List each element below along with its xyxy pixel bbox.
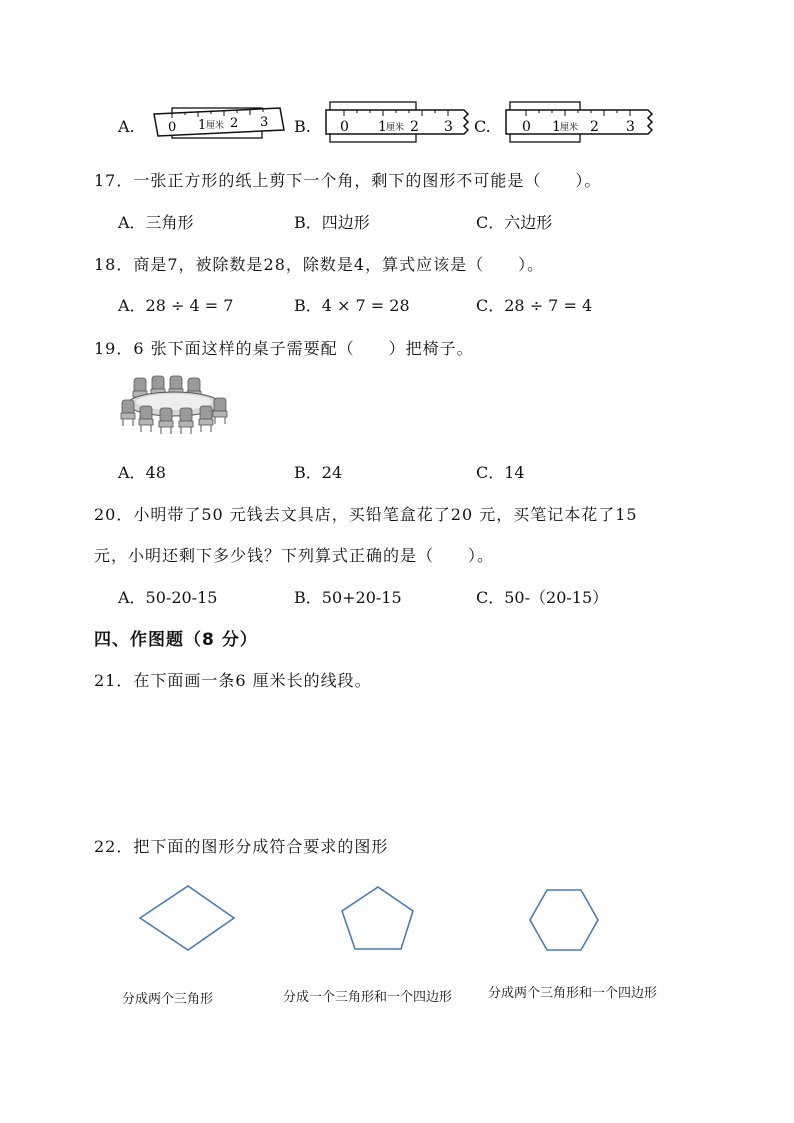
table-with-chairs-image [118, 374, 232, 436]
ruler-unit: 厘米 [206, 121, 225, 131]
question-20-line-1: 20．小明带了50 元钱去文具店，买铅笔盒花了20 元，买笔记本花了15 [94, 505, 638, 524]
q17-option-a[interactable]: A．三角形 [118, 213, 194, 232]
q16-option-a-ruler [150, 104, 288, 144]
pentagon-outline [342, 887, 413, 949]
ruler-tick-2: 2 [590, 119, 599, 135]
ruler-unit: 厘米 [560, 123, 579, 133]
rhombus-shape[interactable] [136, 880, 240, 956]
ruler-tick-1: 1 [552, 119, 561, 135]
q19-option-a[interactable]: A．48 [118, 463, 166, 482]
q19-option-b[interactable]: B．24 [294, 463, 343, 482]
q17-option-c[interactable]: C．六边形 [476, 213, 553, 232]
ruler-tick-2: 2 [410, 119, 419, 135]
ruler-unit: 厘米 [386, 123, 405, 133]
ruler-tick-0: 0 [340, 119, 349, 135]
hexagon-shape[interactable] [526, 884, 604, 956]
q16-option-a-label: A. [118, 117, 135, 136]
q18-option-a[interactable]: A．28 ÷ 4 = 7 [118, 296, 234, 315]
q16-option-c-ruler [504, 100, 660, 146]
question-21: 21．在下面画一条6 厘米长的线段。 [94, 671, 372, 690]
caption-hexagon: 分成两个三角形和一个四边形 [488, 986, 658, 1001]
q20-option-b[interactable]: B．50+20-15 [294, 588, 402, 607]
ruler-tick-0: 0 [522, 119, 531, 135]
rhombus-outline [140, 886, 234, 950]
q18-option-c[interactable]: C．28 ÷ 7 = 4 [476, 296, 593, 315]
q17-option-b[interactable]: B．四边形 [294, 213, 370, 232]
ruler-tick-3: 3 [260, 115, 269, 130]
q20-option-c[interactable]: C．50-（20-15） [476, 588, 609, 607]
ruler-tick-2: 2 [230, 116, 239, 131]
ruler-tick-1: 1 [198, 118, 207, 133]
question-22: 22．把下面的图形分成符合要求的图形 [94, 837, 389, 856]
caption-pentagon: 分成一个三角形和一个四边形 [283, 990, 453, 1005]
ruler-tick-1: 1 [378, 119, 387, 135]
question-17: 17．一张正方形的纸上剪下一个角，剩下的图形不可能是（ ）。 [94, 171, 602, 190]
hexagon-outline [530, 890, 598, 950]
pentagon-shape[interactable] [336, 882, 420, 954]
q16-option-b-ruler [324, 100, 472, 146]
drawing-area[interactable] [94, 700, 694, 820]
q19-option-c[interactable]: C．14 [476, 463, 525, 482]
section-4-title: 四、作图题（8 分） [94, 630, 258, 650]
ruler-tick-3: 3 [626, 119, 635, 135]
question-18: 18．商是7，被除数是28，除数是4，算式应该是（ ）。 [94, 255, 545, 274]
q18-option-b[interactable]: B．4 × 7 = 28 [294, 296, 410, 315]
q16-option-c-label: C. [474, 117, 491, 136]
ruler-tick-3: 3 [444, 119, 453, 135]
q16-option-b-label: B. [294, 117, 311, 136]
caption-rhombus: 分成两个三角形 [122, 992, 214, 1007]
question-20-line-2: 元，小明还剩下多少钱？下列算式正确的是（ ）。 [94, 546, 495, 565]
ruler-tick-0: 0 [168, 120, 177, 135]
question-19: 19．6 张下面这样的桌子需要配（ ）把椅子。 [94, 339, 474, 358]
q20-option-a[interactable]: A．50-20-15 [118, 588, 218, 607]
